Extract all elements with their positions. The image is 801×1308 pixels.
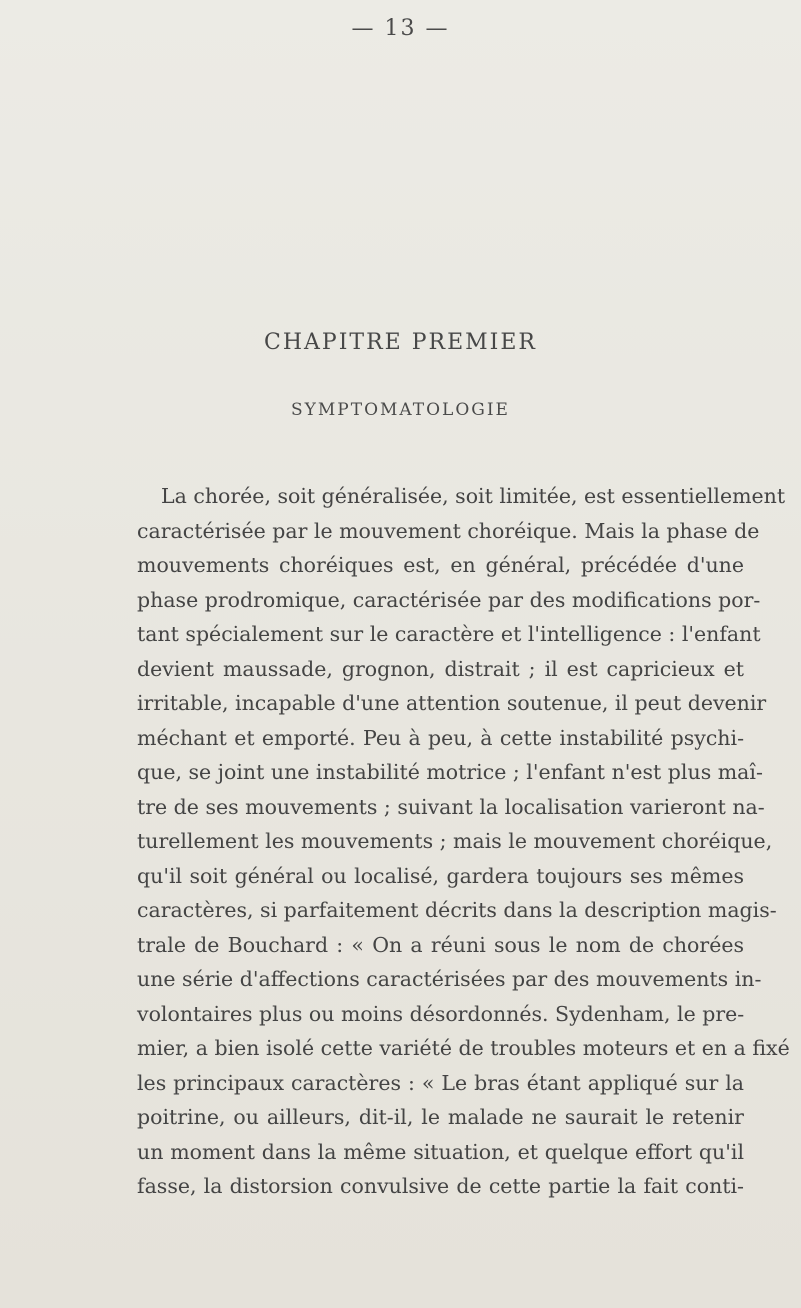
section-heading: SYMPTOMATOLOGIE — [291, 400, 510, 420]
body-paragraph — [137, 479, 790, 1204]
text-line: les principaux caractères : « Le bras étant appliqué sur la — [137, 1070, 744, 1095]
text-line: fasse, la distorsion convulsive de cette partie la fait conti- — [137, 1174, 744, 1198]
text-line: caractères, si parfaitement décrits dans la description magis- — [137, 898, 777, 922]
text-line: un moment dans la même situation, et quelque effort qu'il — [137, 1139, 744, 1164]
text-line: volontaires plus ou moins désordonnés. Sydenham, le pre- — [137, 1001, 745, 1026]
page-number: — 13 — — [351, 16, 450, 41]
text-line: mier, a bien isolé cette variété de troubles moteurs et en a fixé — [137, 1036, 790, 1060]
text-line: devient maussade, grognon, distrait ; il est capricieux et — [137, 656, 744, 681]
text-line: turellement les mouvements ; mais le mouvement choréique, — [137, 829, 773, 853]
text-line: tre de ses mouvements ; suivant la localisation varieront na- — [137, 794, 765, 819]
text-line: que, se joint une instabilité motrice ; l'enfant n'est plus maî- — [137, 760, 763, 784]
text-line: trale de Bouchard : « On a réuni sous le nom de chorées — [137, 932, 744, 957]
text-line: mouvements choréiques est, en général, précédée d'une — [137, 553, 744, 577]
text-line: méchant et emporté. Peu à peu, à cette instabilité psychi- — [137, 725, 744, 750]
text-line: caractérisée par le mouvement choréique. Mais la phase de — [137, 518, 760, 543]
text-line: irritable, incapable d'une attention soutenue, il peut devenir — [137, 691, 767, 715]
text-line: qu'il soit général ou localisé, gardera toujours ses mêmes — [137, 863, 744, 888]
text-line: une série d'affections caractérisées par des mouvements in- — [137, 967, 762, 991]
text-line: phase prodromique, caractérisée par des modifications por- — [137, 587, 761, 612]
text-line: La chorée, soit généralisée, soit limitée, est essentiellement — [161, 484, 786, 508]
chapter-heading: CHAPITRE PREMIER — [264, 330, 537, 355]
text-line: tant spécialement sur le caractère et l'intelligence : l'enfant — [137, 622, 761, 646]
text-line: poitrine, ou ailleurs, dit-il, le malade ne saurait le retenir — [137, 1105, 744, 1129]
